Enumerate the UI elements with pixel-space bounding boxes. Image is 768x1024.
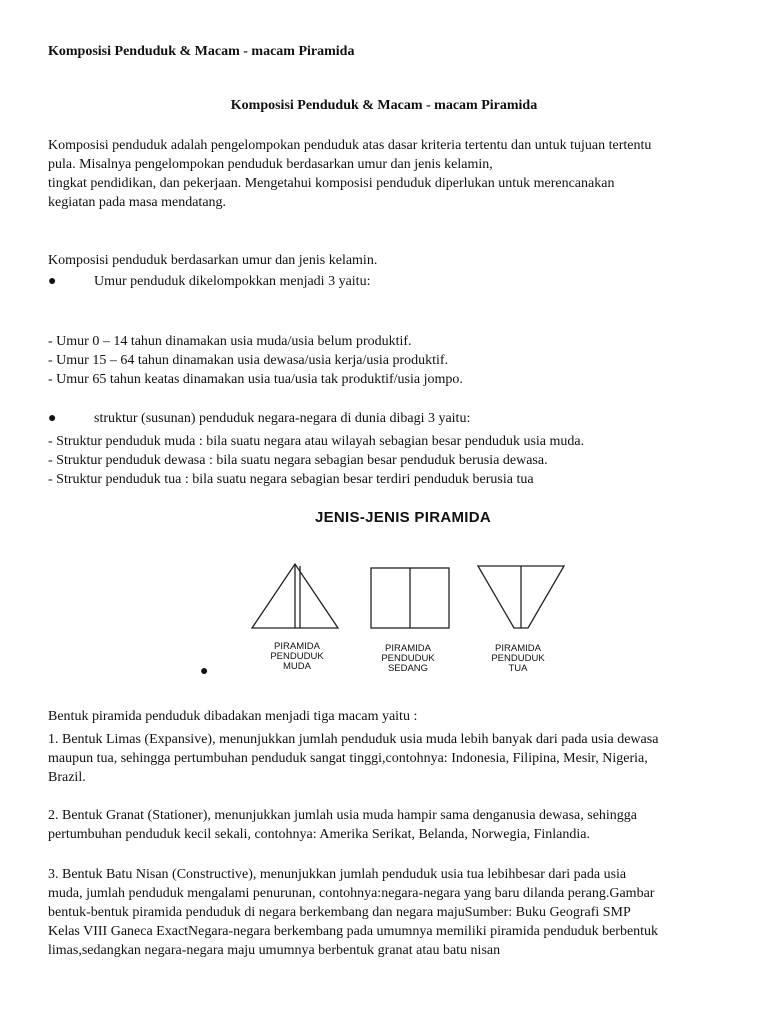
pyramid-label-muda: PIRAMIDA PENDUDUK MUDA — [270, 641, 324, 672]
bullet-icon: ● — [200, 664, 209, 679]
section1-heading: Komposisi penduduk berdasarkan umur dan jenis kelamin. — [48, 253, 378, 268]
list-item: - Umur 0 – 14 tahun dinamakan usia muda/usia belum produktif. — [48, 334, 412, 349]
shapes-intro: Bentuk piramida penduduk dibadakan menjadi tiga macam yaitu : — [48, 709, 418, 724]
pyramid-types-figure — [238, 500, 568, 690]
shape-item-granat — [48, 806, 728, 844]
bullet-text: Umur penduduk dikelompokkan menjadi 3 yaitu: — [94, 274, 371, 289]
paragraph-line: limas,sedangkan negara-negara maju umumnya berbentuk granat atau batu nisan — [48, 943, 501, 958]
list-item: - Umur 65 tahun keatas dinamakan usia tua/usia tak produktif/usia jompo. — [48, 372, 463, 387]
structures-list — [48, 432, 728, 489]
intro-line: Komposisi penduduk adalah pengelompokan penduduk atas dasar kriteria tertentu dan untuk tujuan tertentu — [48, 138, 652, 153]
paragraph-line: pertumbuhan penduduk kecil sekali, contohnya: Amerika Serikat, Belanda, Norwegia, Finlandia. — [48, 827, 590, 842]
paragraph-line: 3. Bentuk Batu Nisan (Constructive), menunjukkan jumlah penduduk usia tua lebihbesar dari pada usia — [48, 867, 627, 882]
bullet-text: struktur (susunan) penduduk negara-negara di dunia dibagi 3 yaitu: — [94, 411, 471, 426]
paragraph-line: 1. Bentuk Limas (Expansive), menunjukkan jumlah penduduk usia muda lebih banyak dari pada usia dewasa — [48, 732, 659, 747]
list-item: - Struktur penduduk tua : bila suatu negara sebagian besar terdiri penduduk berusia tua — [48, 472, 534, 487]
pyramid-label-sedang: PIRAMIDA PENDUDUK SEDANG — [381, 643, 435, 674]
intro-paragraph — [48, 136, 728, 212]
paragraph-line: muda, jumlah penduduk mengalami penurunan, contohnya:negara-negara yang baru dilanda perang.Gambar — [48, 886, 655, 901]
paragraph-line: bentuk-bentuk piramida penduduk di negara berkembang dan negara majuSumber: Buku Geografi SMP — [48, 905, 631, 920]
figure-title: JENIS-JENIS PIRAMIDA — [314, 509, 492, 526]
shape-item-limas — [48, 730, 728, 787]
bullet-icon: ● — [48, 411, 57, 426]
pyramid-label-tua: PIRAMIDA PENDUDUK TUA — [491, 643, 545, 674]
paragraph-line: Brazil. — [48, 770, 86, 785]
list-item: - Umur 15 – 64 tahun dinamakan usia dewasa/usia kerja/usia produktif. — [48, 353, 449, 368]
intro-line: tingkat pendidikan, dan pekerjaan. Mengetahui komposisi penduduk diperlukan untuk merencanakan — [48, 176, 615, 191]
intro-line: pula. Misalnya pengelompokan penduduk berdasarkan umur dan jenis kelamin, — [48, 157, 493, 172]
intro-line: kegiatan pada masa mendatang. — [48, 195, 227, 210]
shape-item-batu-nisan — [48, 865, 728, 960]
document-title: Komposisi Penduduk & Macam - macam Piramida — [230, 98, 538, 113]
document-header: Komposisi Penduduk & Macam - macam Piramida — [48, 44, 355, 59]
age-groups-list — [48, 332, 728, 389]
list-item: - Struktur penduduk muda : bila suatu negara atau wilayah sebagian besar penduduk usia muda. — [48, 434, 585, 449]
bullet-icon: ● — [48, 274, 57, 289]
paragraph-line: Kelas VIII Ganeca ExactNegara-negara berkembang pada umumnya memiliki piramida penduduk berbentuk — [48, 924, 659, 939]
paragraph-line: 2. Bentuk Granat (Stationer), menunjukkan jumlah usia muda hampir sama denganusia dewasa, sehingga — [48, 808, 638, 823]
list-item: - Struktur penduduk dewasa : bila suatu negara sebagian besar penduduk berusia dewasa. — [48, 453, 548, 468]
paragraph-line: maupun tua, sehingga pertumbuhan penduduk sangat tinggi,contohnya: Indonesia, Filipina, Mesir, Nigeria, — [48, 751, 648, 766]
